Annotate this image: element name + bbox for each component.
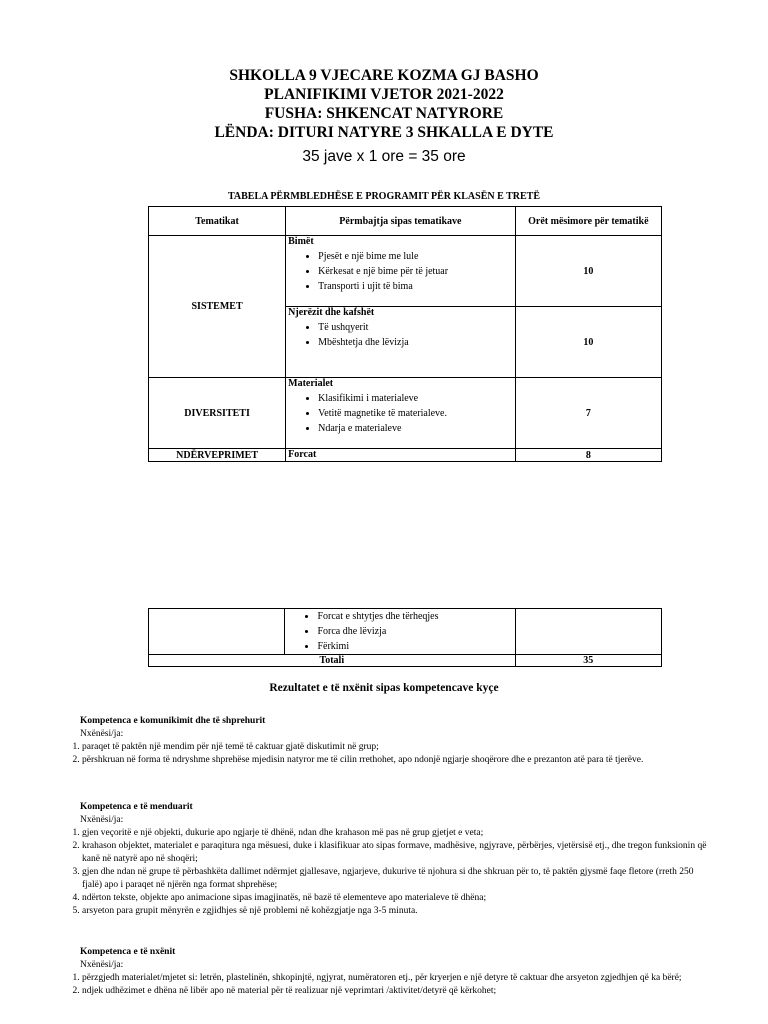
section-label: Bimët <box>288 236 314 247</box>
total-value: 35 <box>515 655 661 667</box>
table-row <box>149 609 662 655</box>
content-list <box>288 320 513 350</box>
hours-cell: 10 <box>515 307 661 378</box>
school-name: SHKOLLA 9 VJECARE KOZMA GJ BASHO <box>229 67 539 84</box>
competence-heading: Kompetenca e të nxënit <box>80 947 176 957</box>
competence-list <box>64 827 714 918</box>
total-row <box>149 655 662 667</box>
theme-cell: DIVERSITETI <box>149 378 286 449</box>
hours-summary: 35 jave x 1 ore = 35 ore <box>302 148 466 165</box>
list-item: • Transporti i ujit të bima <box>318 279 513 294</box>
program-summary-table <box>148 206 662 462</box>
list-item: • Ndarja e materialeve <box>318 421 513 436</box>
list-item: 3. gjen dhe ndan në grupe të përbashkëta dallimet ndërmjet gjallesave, ngjarjeve, dukurive të njohura si dhe shkruan për to, të paktën gjysmë faqe fletore (rreth 250 fjalë) apo i paraqet në njërën nga format shprehëse; <box>82 866 714 892</box>
list-item: • Të ushqyerit <box>318 320 513 335</box>
list-item: • Kërkesat e një bime për të jetuar <box>318 264 513 279</box>
table-row <box>149 236 662 307</box>
list-item: 2. ndjek udhëzimet e dhëna në libër apo në material për të realizuar një veprimtari /aktivitet/detyrë që kërkohet; <box>82 985 714 998</box>
competence-heading: Kompetenca e të menduarit <box>80 802 193 812</box>
competence-list <box>64 741 714 767</box>
content-cell <box>285 609 515 655</box>
column-header-content: Përmbajtja sipas tematikave <box>286 207 516 236</box>
theme-cell: NDËRVEPRIMET <box>149 449 286 462</box>
section-label: Njerëzit dhe kafshët <box>288 307 375 318</box>
theme-cell: SISTEMET <box>149 236 286 378</box>
content-cell <box>286 236 516 307</box>
list-item: • Mbështetja dhe lëvizja <box>318 335 513 350</box>
list-item: 5. arsyeton para grupit mënyrën e zgjidhjes së një problemi në kohëzgjatje nga 3-5 minuta. <box>82 905 714 918</box>
field-title: FUSHA: SHKENCAT NATYRORE <box>264 105 504 122</box>
competence-heading: Kompetenca e komunikimit dhe të shprehurit <box>80 716 266 726</box>
competence-intro: Nxënësi/ja: <box>80 960 124 970</box>
content-list <box>287 609 512 654</box>
competence-thinking <box>64 801 714 918</box>
competence-intro: Nxënësi/ja: <box>80 729 124 739</box>
list-item: • Pjesët e një bime me lule <box>318 249 513 264</box>
competence-list <box>64 972 714 998</box>
hours-cell-empty <box>515 609 661 655</box>
competence-communication <box>64 715 714 767</box>
content-list <box>288 249 513 294</box>
column-header-themes: Tematikat <box>149 207 286 236</box>
list-item: • Vetitë magnetike të materialeve. <box>318 406 513 421</box>
section-label: Materialet <box>288 378 334 389</box>
table-row <box>149 378 662 449</box>
plan-title: PLANIFIKIMI VJETOR 2021-2022 <box>264 86 504 103</box>
total-label: Totali <box>149 655 516 667</box>
table-row <box>149 449 662 462</box>
list-item: • Klasifikimi i materialeve <box>318 391 513 406</box>
list-item: 1. përzgjedh materialet/mjetet si: letrën, plastelinën, shkopinjtë, ngjyrat, numëratoren etj., për kryerjen e një detyre të caktuar dhe arsyeton zgjedhjen që ka bërë; <box>82 972 714 985</box>
document-header <box>0 66 768 170</box>
section-label: Forcat <box>286 449 516 462</box>
competence-intro: Nxënësi/ja: <box>80 815 124 825</box>
list-item: 2. krahason objektet, materialet e paraqitura nga mësuesi, duke i klasifikuar ato sipas formave, madhësive, ngjyrave, përbërjes, vjetërsisë etj., dhe tregon funksionin që kanë në natyrë apo në shoqëri; <box>82 840 714 866</box>
list-item: 1. gjen veçoritë e një objekti, dukurie apo ngjarje të dhënë, ndan dhe krahason më pas në grup gjetjet e veta; <box>82 827 714 840</box>
list-item: • Forcat e shtytjes dhe tërheqjes <box>317 609 512 624</box>
table-title: TABELA PËRMBLEDHËSE E PROGRAMIT PËR KLASËN E TRETË <box>227 191 540 202</box>
column-header-hours: Orët mësimore për tematikë <box>515 207 661 236</box>
program-summary-table-continued <box>148 608 662 667</box>
hours-cell: 8 <box>515 449 661 462</box>
hours-cell: 10 <box>515 236 661 307</box>
list-item: 2. përshkruan në forma të ndryshme shprehëse mjedisin natyror me të cilin rrethohet, apo ndonjë ngjarje shoqërore dhe e prezanton atë para të tjerëve. <box>82 754 714 767</box>
list-item: • Forca dhe lëvizja <box>317 624 512 639</box>
content-cell <box>286 378 516 449</box>
competence-learning <box>64 946 714 998</box>
hours-cell: 7 <box>515 378 661 449</box>
subject-title: LËNDA: DITURI NATYRE 3 SHKALLA E DYTE <box>214 124 554 141</box>
theme-cell-empty <box>149 609 285 655</box>
list-item: 1. paraqet të paktën një mendim për një temë të caktuar gjatë diskutimit në grup; <box>82 741 714 754</box>
list-item: 4. ndërton tekste, objekte apo animacione sipas imagjinatës, në bazë të elementeve apo materialeve të dhëna; <box>82 892 714 905</box>
content-list <box>288 391 513 436</box>
list-item: • Fërkimi <box>317 639 512 654</box>
content-cell <box>286 307 516 378</box>
table-header-row <box>149 207 662 236</box>
results-title: Rezultatet e të nxënit sipas kompetencave kyçe <box>269 682 499 694</box>
